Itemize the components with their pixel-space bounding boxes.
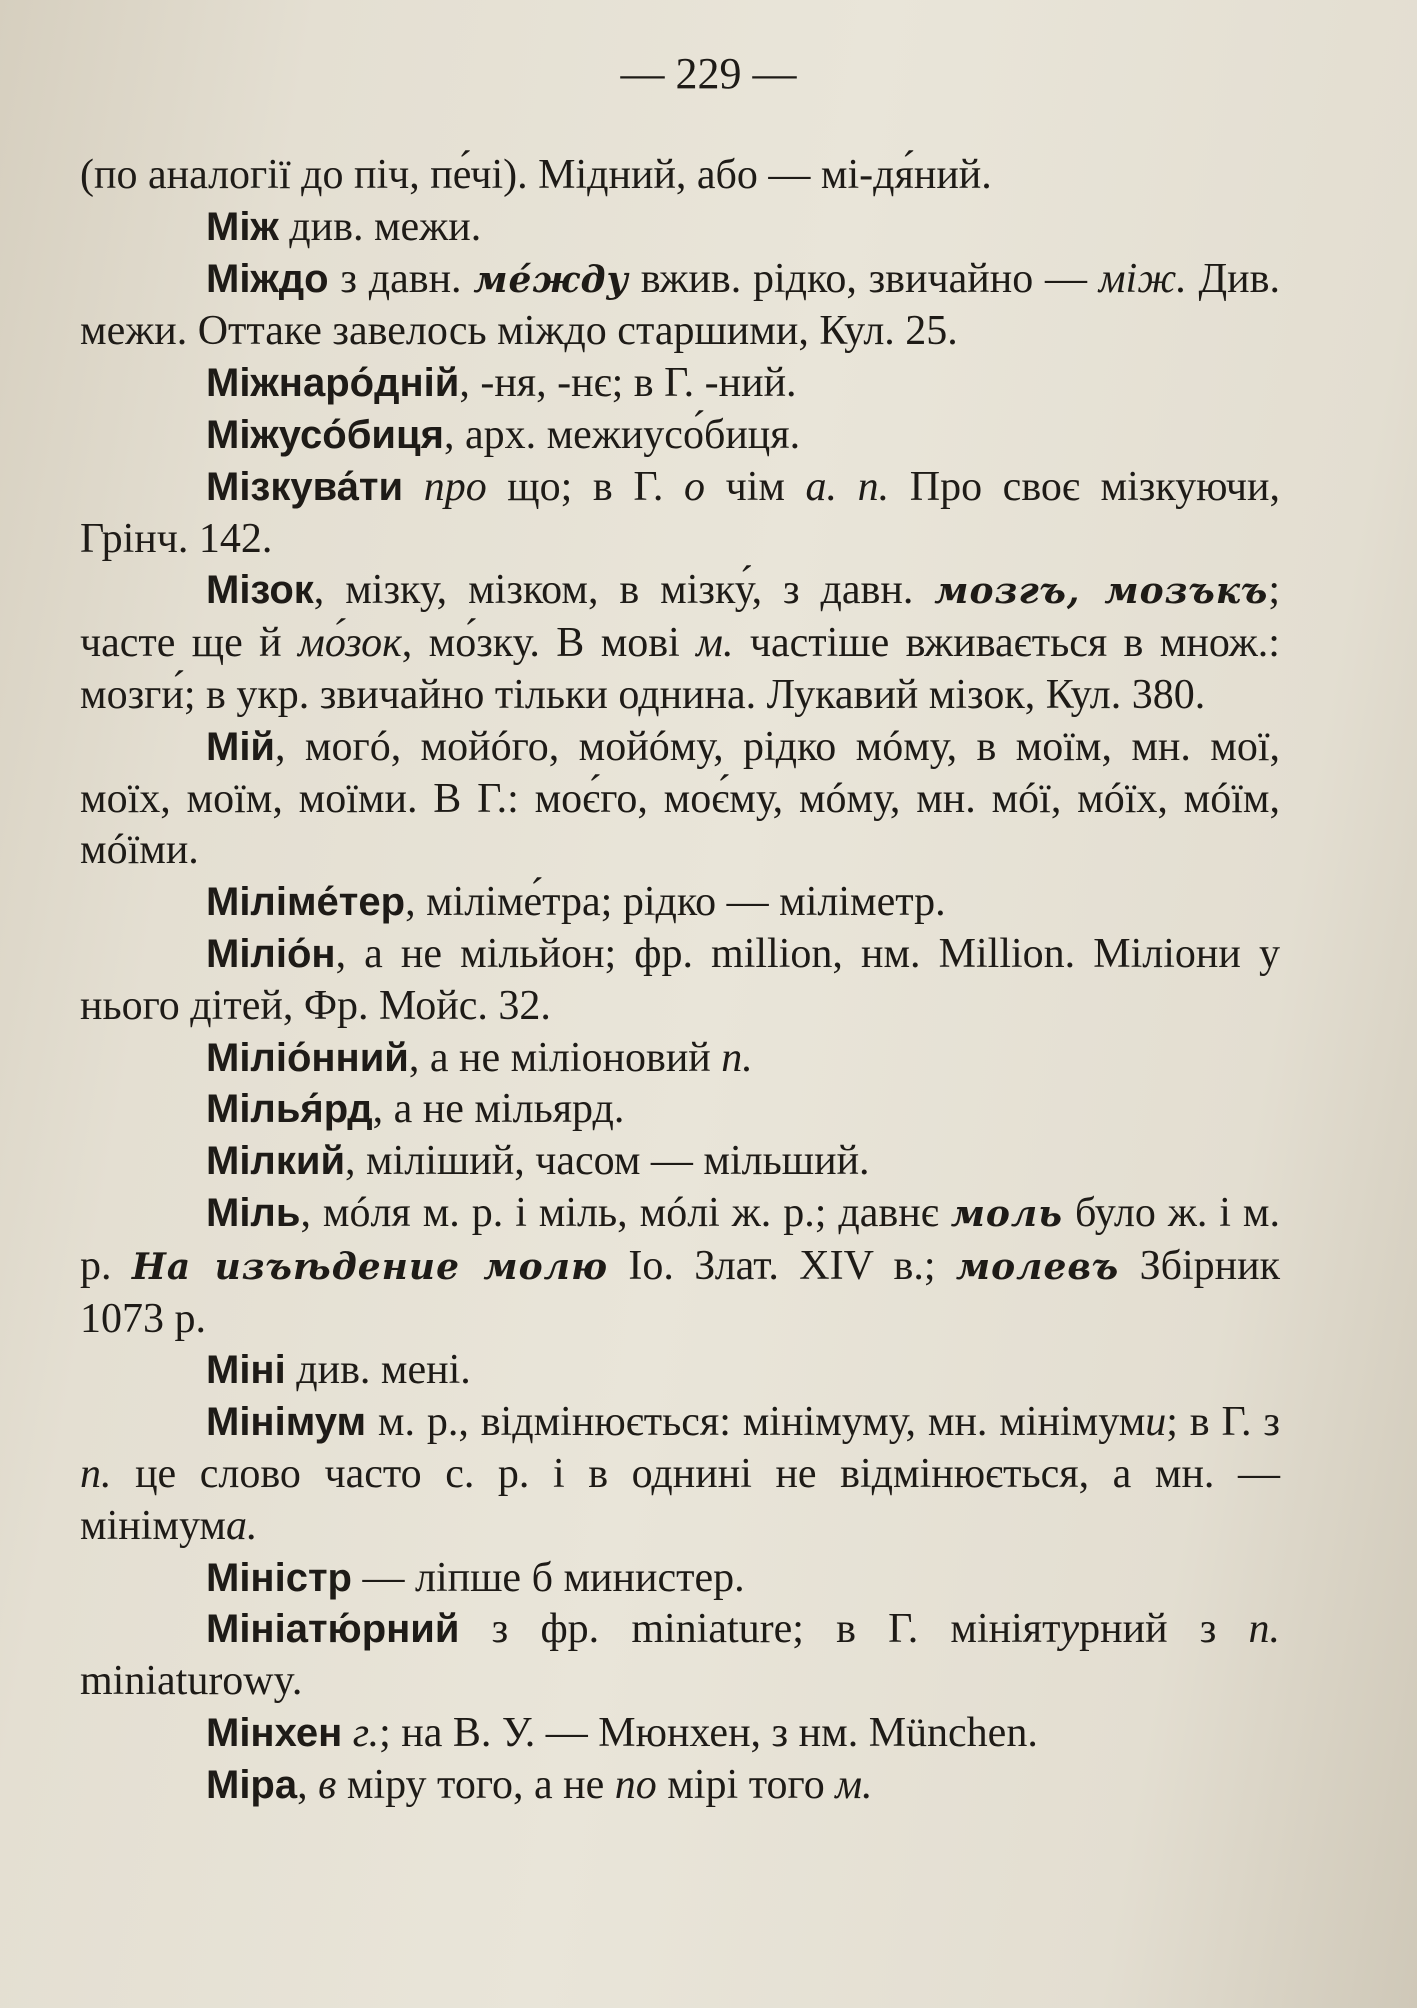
headword: Мізок <box>206 568 314 613</box>
entry-text: , могó, мойóго, мойóму, рідко мóму, в моїм, мн. мої, моїх, моїм, моїми. В Г.: моє́го, моє́му, мóму, мн. мóї, мóїх, мóїм, мóїми. <box>80 723 1280 874</box>
entry-text: було ж. і м. р. <box>80 1189 1280 1289</box>
dictionary-entry <box>80 1345 1280 1397</box>
dictionary-entry <box>80 1553 1280 1605</box>
italic-text: п. <box>80 1450 112 1497</box>
italic-text: п. <box>1248 1606 1280 1653</box>
dictionary-entry <box>80 722 1280 877</box>
dictionary-entry <box>80 254 1280 359</box>
dictionary-entry <box>80 1188 1280 1345</box>
headword: Між <box>206 204 279 249</box>
dictionary-entry <box>80 877 1280 929</box>
italic-text: о <box>683 463 705 510</box>
headword: Мізкува́ти <box>206 464 404 509</box>
entry-text: що; в Г. <box>486 463 684 510</box>
entry-text: ; на В. У. — Мюнхен, з нм. München. <box>379 1709 1038 1756</box>
dictionary-entry <box>80 1708 1280 1760</box>
entry-text: , міліме́тра; рідко — міліметр. <box>405 879 946 926</box>
entry-text: ; часте ще й <box>80 567 1280 667</box>
old-slavonic-text: На изъѣдение молю <box>131 1245 609 1288</box>
italic-text: п. <box>721 1034 753 1081</box>
italic-text: в <box>318 1761 337 1808</box>
entry-text: , мóля м. р. і міль, мóлі ж. р.; давнє <box>300 1189 951 1236</box>
headword: Мінхен <box>206 1710 343 1755</box>
dictionary-entry <box>80 202 1280 254</box>
entry-text: ; в Г. з <box>1166 1399 1280 1446</box>
dictionary-entry <box>80 1033 1280 1085</box>
italic-text: мо́зок <box>298 620 402 667</box>
dictionary-text <box>80 150 1280 1812</box>
italic-text: м. <box>835 1761 873 1808</box>
dictionary-entry <box>80 358 1280 410</box>
headword: Міль <box>206 1190 301 1235</box>
entry-text: miniaturowy. <box>80 1658 303 1705</box>
entry-text: див. мені. <box>285 1347 471 1394</box>
headword: Міжусо́биця <box>206 412 444 457</box>
entry-text: чім <box>704 463 806 510</box>
entry-text: , міліший, часом — мільший. <box>345 1138 870 1185</box>
old-slavonic-text: молевъ <box>955 1245 1120 1288</box>
headword: Міра <box>206 1762 298 1807</box>
old-slavonic-text: мозгъ, мозъкъ <box>934 570 1269 613</box>
headword: Мініатю́рний <box>206 1607 460 1652</box>
entry-text: з давн. <box>328 255 474 302</box>
dictionary-entry <box>80 1136 1280 1188</box>
headword: Міжнаро́дній <box>206 361 460 406</box>
headword: Міні <box>206 1348 286 1393</box>
dictionary-entry <box>80 1397 1280 1552</box>
entry-text: див. межи. <box>278 203 482 250</box>
entry-text: рний з <box>1079 1606 1249 1653</box>
entry-text: , а не мільярд. <box>372 1086 625 1133</box>
italic-text: між. <box>1098 255 1187 302</box>
entry-text: (по аналогії до піч, пе́чі). Мідний, або — мі-дя́ний. <box>80 152 992 198</box>
entry-text: це слово часто с. р. і в однині не відмінюється, а мн. — мінімум <box>80 1450 1280 1549</box>
entry-text: , мізку, мізком, в мізку́, з давн. <box>313 567 935 614</box>
italic-text: а. <box>226 1502 258 1549</box>
entry-text: , -ня, -нє; в Г. -ний. <box>459 360 797 407</box>
entry-text <box>403 464 424 510</box>
entry-text: м. р., відмінюється: мінімуму, мн. мінімум <box>366 1399 1146 1446</box>
headword: Міліме́тер <box>206 880 406 925</box>
dictionary-entry <box>80 1084 1280 1136</box>
italic-text: у <box>1060 1606 1080 1653</box>
italic-text: по <box>614 1761 657 1808</box>
entry-text: Про своє мізкуючи, Грінч. 142. <box>80 463 1281 562</box>
headword: Міждо <box>206 256 329 301</box>
headword: Міліо́нний <box>206 1035 409 1080</box>
dictionary-entry <box>80 1760 1280 1812</box>
entry-text: Збірник 1073 р. <box>80 1242 1281 1342</box>
italic-text: г. <box>352 1709 380 1756</box>
entry-text: міру того, а не <box>336 1761 615 1808</box>
old-slavonic-text: ме́жду <box>473 258 630 301</box>
headword: Мінімум <box>206 1400 367 1445</box>
entry-text: частіше вживається в множ.: мозги́; в укр. звичайно тільки однина. Лукавий мізок, Кул. 380. <box>80 620 1280 718</box>
headword: Мілкий <box>206 1139 346 1184</box>
italic-text: про <box>423 463 487 510</box>
dictionary-entry <box>80 1604 1280 1708</box>
entry-text: з фр. miniature; в Г. мініят <box>459 1606 1061 1653</box>
headword: Міліо́н <box>206 931 336 976</box>
entry-text: , <box>297 1761 319 1808</box>
dictionary-entry <box>80 929 1280 1033</box>
entry-text: вжив. рідко, звичайно — <box>629 255 1099 302</box>
old-slavonic-text: моль <box>950 1192 1064 1235</box>
italic-text: м. <box>696 620 734 667</box>
entry-text: Див. межи. Оттаке завелось міждо старшими, Кул. 25. <box>80 255 1280 355</box>
entry-text: , а не мільйон; фр. million, нм. Million. Міліони у нього дітей, Фр. Мойс. 32. <box>80 930 1280 1029</box>
continued-paragraph <box>80 150 1280 202</box>
entry-text <box>342 1710 353 1756</box>
entry-text: , а не міліоновий <box>408 1034 722 1081</box>
entry-text: , мо́зку. В мові <box>401 620 697 667</box>
page-number: — 229 — <box>620 49 797 98</box>
dictionary-entry <box>80 565 1280 721</box>
dictionary-entry <box>80 410 1280 462</box>
entry-text: мірі того <box>656 1761 836 1808</box>
entry-text: Іо. Злат. XIV в.; <box>608 1242 956 1289</box>
headword: Мій <box>206 724 276 769</box>
italic-text: и <box>1145 1399 1167 1446</box>
italic-text: а. п. <box>805 463 890 510</box>
dictionary-entry <box>80 462 1280 566</box>
headword: Мілья́рд <box>206 1087 373 1132</box>
headword: Міністр <box>206 1555 352 1600</box>
entry-text: — ліпше б министер. <box>351 1554 745 1601</box>
entry-text: , арх. межиусо́биця. <box>443 411 801 458</box>
